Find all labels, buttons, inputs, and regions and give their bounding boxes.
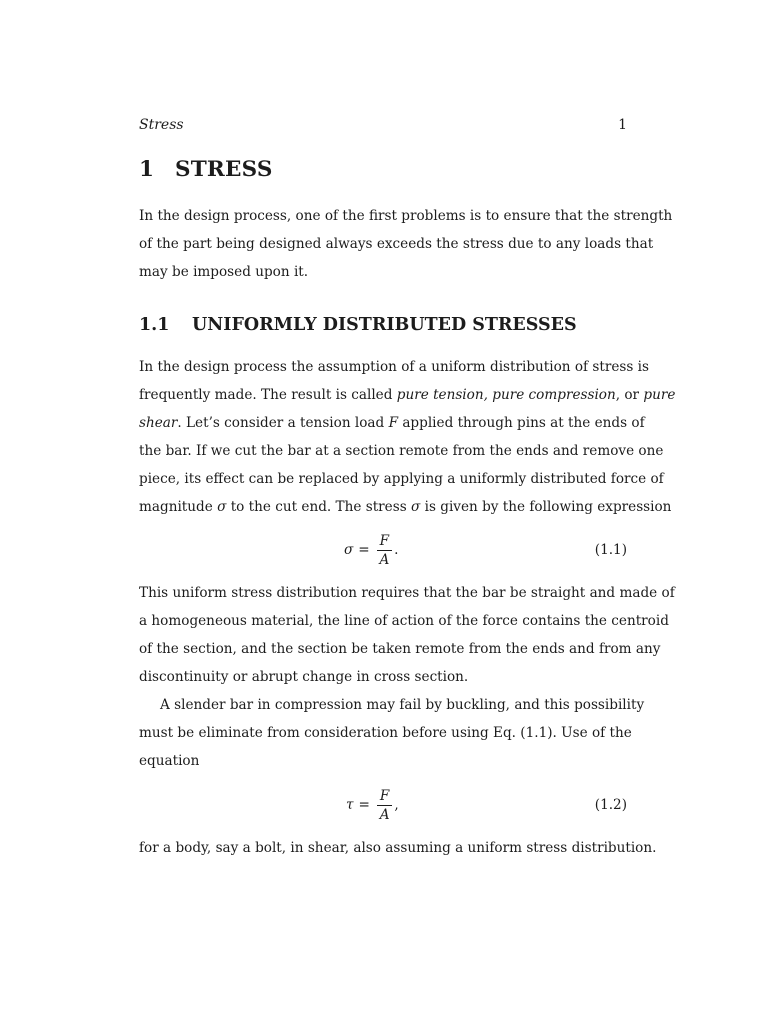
subsection-heading bbox=[139, 315, 577, 335]
text-line: This uniform stress distribution requires that the bar be straight and made of bbox=[139, 585, 675, 601]
text-span: . Let’s consider a tension load bbox=[177, 415, 389, 431]
fraction-denominator: A bbox=[379, 806, 390, 823]
fraction bbox=[377, 787, 392, 824]
text-line: the bar. If we cut the bar at a section remote from the ends and remove one bbox=[139, 443, 664, 459]
math-variable: τ bbox=[346, 797, 354, 813]
subsection-number: 1.1 bbox=[139, 315, 170, 335]
text-line: of the section, and the section be taken remote from the ends and from any bbox=[139, 641, 661, 657]
intro-paragraph bbox=[139, 202, 673, 286]
math-operator: = bbox=[358, 542, 370, 558]
text-line bbox=[139, 381, 676, 409]
text-span: applied through pins at the ends of bbox=[398, 415, 645, 431]
equation-body bbox=[346, 783, 399, 827]
math-variable: σ bbox=[217, 499, 227, 515]
equation-1-2 bbox=[139, 783, 627, 827]
paragraph-shear bbox=[139, 834, 657, 862]
text-line: of the part being designed always exceeds the stress due to any loads that bbox=[139, 236, 654, 252]
text-line: piece, its effect can be replaced by applying a uniformly distributed force of bbox=[139, 471, 664, 487]
subsection-title: UNIFORMLY DISTRIBUTED STRESSES bbox=[192, 315, 577, 335]
section-number: 1 bbox=[139, 157, 155, 182]
text-line: a homogeneous material, the line of action of the force contains the centroid bbox=[139, 613, 669, 629]
text-line: discontinuity or abrupt change in cross section. bbox=[139, 669, 469, 685]
text-line bbox=[139, 493, 672, 521]
math-variable: F bbox=[388, 415, 398, 431]
math-punctuation: . bbox=[394, 542, 399, 558]
math-punctuation: , bbox=[394, 797, 399, 813]
equation-1-1 bbox=[139, 528, 627, 572]
text-span: is given by the following expression bbox=[420, 499, 672, 515]
emphasis-text: pure tension, pure compression bbox=[396, 387, 616, 403]
text-span: frequently made. The result is called bbox=[139, 387, 397, 403]
text-line: may be imposed upon it. bbox=[139, 264, 309, 280]
page-number: 1 bbox=[618, 117, 627, 133]
section-heading bbox=[139, 157, 273, 182]
equation-number: (1.2) bbox=[594, 797, 627, 813]
running-head-title: Stress bbox=[139, 117, 184, 133]
paragraph-buckling bbox=[139, 691, 645, 775]
text-span: to the cut end. The stress bbox=[226, 499, 411, 515]
text-span: , or bbox=[615, 387, 644, 403]
text-line: must be eliminate from consideration before using Eq. (1.1). Use of the bbox=[139, 725, 632, 741]
math-variable: σ bbox=[411, 499, 421, 515]
fraction-numerator: F bbox=[377, 532, 392, 551]
section-title: STRESS bbox=[175, 157, 273, 182]
emphasis-text: shear bbox=[139, 415, 178, 431]
text-line: In the design process, one of the first problems is to ensure that the strength bbox=[139, 208, 673, 224]
fraction-numerator: F bbox=[377, 787, 392, 806]
fraction bbox=[377, 532, 392, 569]
fraction-denominator: A bbox=[379, 551, 390, 568]
equation-body bbox=[344, 528, 398, 572]
equation-number: (1.1) bbox=[594, 542, 627, 558]
text-span: magnitude bbox=[139, 499, 218, 515]
paragraph-uniform-stress bbox=[139, 353, 676, 521]
text-line: equation bbox=[139, 753, 200, 769]
emphasis-text: pure bbox=[643, 387, 676, 403]
text-line: In the design process the assumption of a uniform distribution of stress is bbox=[139, 359, 649, 375]
text-line bbox=[139, 409, 645, 437]
math-operator: = bbox=[358, 797, 370, 813]
text-line: for a body, say a bolt, in shear, also assuming a uniform stress distribution. bbox=[139, 840, 657, 856]
paragraph-conditions bbox=[139, 579, 675, 691]
running-head bbox=[139, 117, 627, 133]
text-line: A slender bar in compression may fail by buckling, and this possibility bbox=[160, 697, 645, 713]
math-variable: σ bbox=[344, 542, 354, 558]
